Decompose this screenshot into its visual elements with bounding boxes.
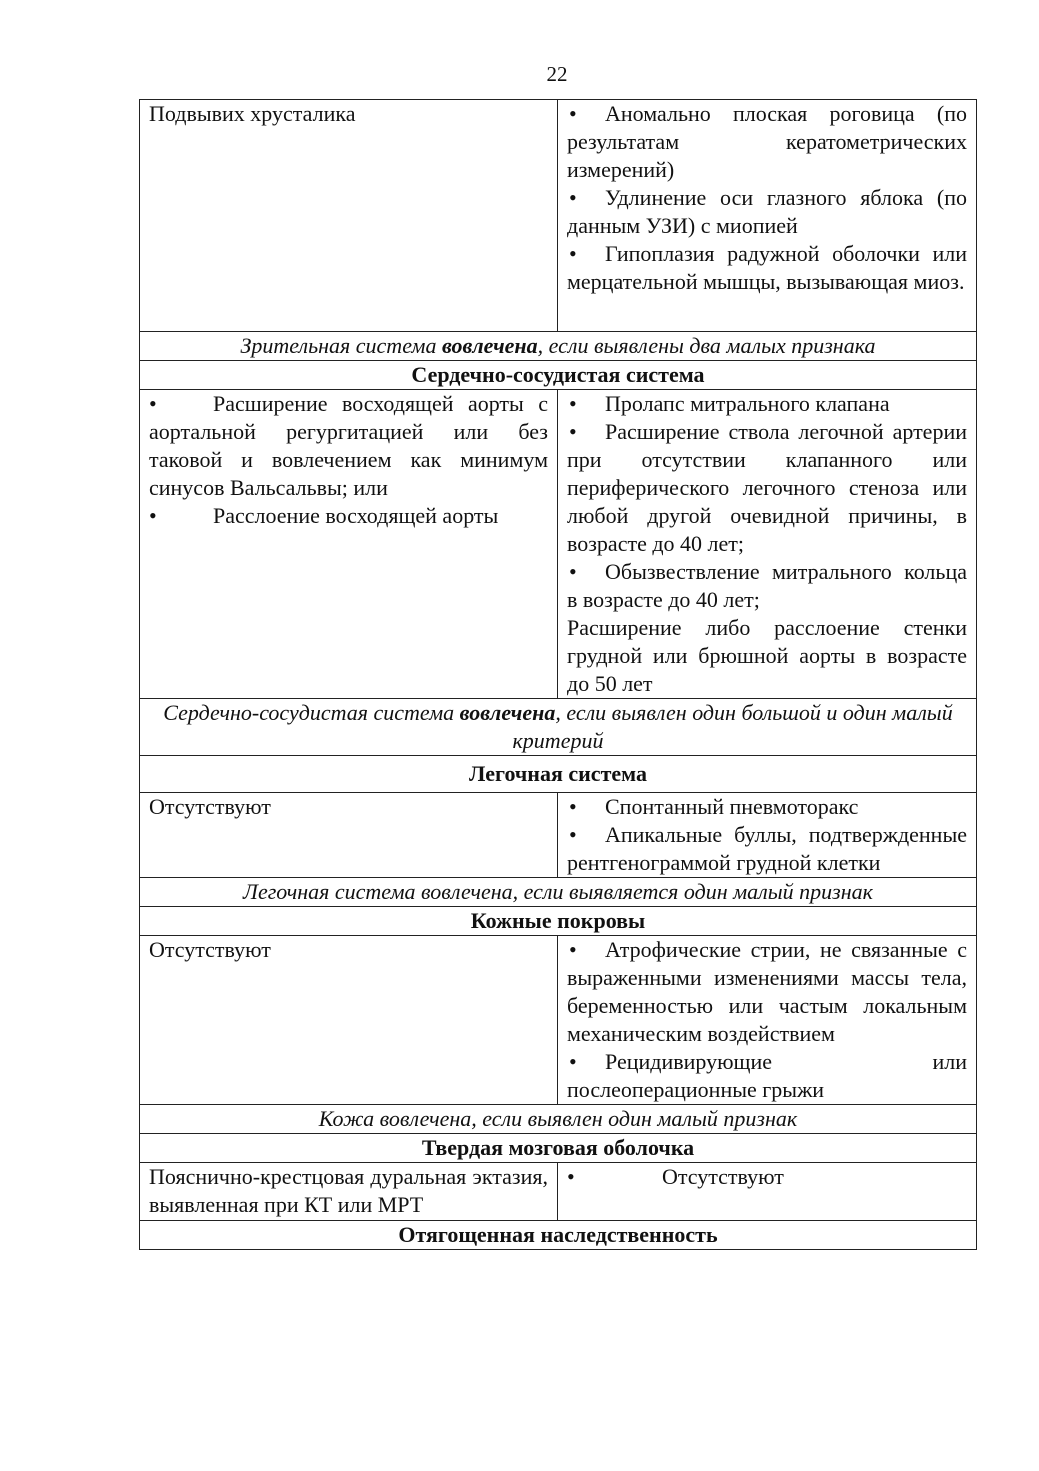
table-row-skin	[140, 936, 977, 1105]
list-item-text: Обызвествление митрального кольца в возрасте до 40 лет;	[567, 559, 967, 612]
list-item-text: Гипоплазия радужной оболочки или мерцательной мышцы, вызывающая миоз.	[567, 241, 967, 294]
bullet-icon	[149, 502, 213, 530]
cardio-involvement-note	[140, 699, 977, 756]
cell-text: Отсутствуют	[149, 794, 271, 819]
bullet-icon	[567, 184, 605, 212]
bullet-icon	[567, 240, 605, 268]
list-item-text: Пролапс митрального клапана	[605, 391, 890, 416]
section-heading-dura: Твердая мозговая оболочка	[140, 1134, 977, 1163]
section-heading-lung: Легочная система	[140, 756, 977, 793]
bullet-icon	[149, 390, 213, 418]
list-item	[567, 390, 967, 418]
table-row-heading	[140, 361, 977, 390]
list-item	[149, 502, 548, 530]
minor-criteria-cell	[558, 390, 977, 699]
note-text: Зрительная система	[240, 333, 442, 358]
list-item-text: Удлинение оси глазного яблока (по данным УЗИ) с миопией	[567, 185, 967, 238]
list-item	[567, 418, 967, 558]
major-criteria-cell	[140, 936, 558, 1105]
cell-text: Отсутствуют	[149, 937, 271, 962]
list-item	[567, 100, 967, 184]
table-row-note	[140, 332, 977, 361]
section-heading-skin: Кожные покровы	[140, 907, 977, 936]
major-criteria-cell	[140, 390, 558, 699]
list-item-text: Расширение восходящей аорты с аортальной регургитацией или без таковой и вовлечением как минимум синусов Вальсальвы; или	[149, 391, 548, 500]
bullet-icon	[567, 793, 605, 821]
list-item	[567, 1163, 967, 1191]
table-row-dura	[140, 1163, 977, 1221]
table-row-note	[140, 699, 977, 756]
note-text: , если выявлен один большой и один малый критерий	[512, 700, 953, 753]
minor-criteria-cell	[558, 793, 977, 878]
table-row-heading	[140, 1221, 977, 1250]
table-row-cardio	[140, 390, 977, 699]
list-item	[567, 184, 967, 240]
list-item	[567, 240, 967, 296]
page-number: 22	[546, 62, 568, 86]
bullet-icon	[567, 1048, 605, 1076]
list-item	[567, 936, 967, 1048]
lung-involvement-note: Легочная система вовлечена, если выявляется один малый признак	[140, 878, 977, 907]
eye-involvement-note	[140, 332, 977, 361]
bullet-icon	[567, 936, 605, 964]
major-criteria-cell	[140, 1163, 558, 1221]
list-item	[567, 558, 967, 614]
bullet-icon	[567, 821, 605, 849]
table-row-heading	[140, 756, 977, 793]
table-row-lens	[140, 100, 977, 332]
list-item-text: Рецидивирующие или послеоперационные грыжи	[567, 1049, 967, 1102]
table-row-note	[140, 878, 977, 907]
note-emphasis: вовлечена	[441, 333, 538, 358]
table-row-lung	[140, 793, 977, 878]
bullet-icon	[567, 1163, 662, 1191]
list-item-text: Расширение ствола легочной артерии при отсутствии клапанного или периферического легочного стеноза или любой другой очевидной причины, в возрасте до 40 лет;	[567, 419, 967, 556]
list-item-text: Атрофические стрии, не связанные с выраженными изменениями массы тела, беременностью или частым локальным механическим воздействием	[567, 937, 967, 1046]
table-row-note	[140, 1105, 977, 1134]
list-item	[567, 1048, 967, 1104]
diagnostic-criteria-table	[139, 99, 977, 1250]
bullet-icon	[567, 558, 605, 586]
table-row-heading	[140, 907, 977, 936]
cell-text: Пояснично-крестцовая дуральная эктазия, выявленная при КТ или МРТ	[149, 1164, 548, 1217]
section-heading-cardio: Сердечно-сосудистая система	[140, 361, 977, 390]
table-row-heading	[140, 1134, 977, 1163]
list-item-text: Спонтанный пневмоторакс	[605, 794, 859, 819]
list-item	[149, 390, 548, 502]
list-item-text: Отсутствуют	[662, 1164, 784, 1189]
note-text: , если выявлены два малых признака	[537, 333, 876, 358]
list-item-text: Расслоение восходящей аорты	[213, 503, 499, 528]
list-item	[567, 793, 967, 821]
major-criteria-cell	[140, 793, 558, 878]
list-item-text: Аномально плоская роговица (по результатам кератометрических измерений)	[567, 101, 967, 182]
minor-criteria-cell	[558, 1163, 977, 1221]
section-heading-heredity: Отягощенная наследственность	[140, 1221, 977, 1250]
bullet-icon	[567, 390, 605, 418]
minor-criteria-cell	[558, 936, 977, 1105]
bullet-icon	[567, 100, 605, 128]
skin-involvement-note: Кожа вовлечена, если выявлен один малый признак	[140, 1105, 977, 1134]
major-criteria-cell	[140, 100, 558, 332]
list-item	[567, 821, 967, 877]
cell-text: Расширение либо расслоение стенки грудной или брюшной аорты в возрасте до 50 лет	[567, 615, 967, 696]
minor-criteria-cell	[558, 100, 977, 332]
bullet-icon	[567, 418, 605, 446]
cell-text: Подвывих хрусталика	[149, 101, 356, 126]
note-emphasis: вовлечена	[459, 700, 556, 725]
list-item-text: Апикальные буллы, подтвержденные рентгенограммой грудной клетки	[567, 822, 967, 875]
note-text: Сердечно-сосудистая система	[163, 700, 460, 725]
